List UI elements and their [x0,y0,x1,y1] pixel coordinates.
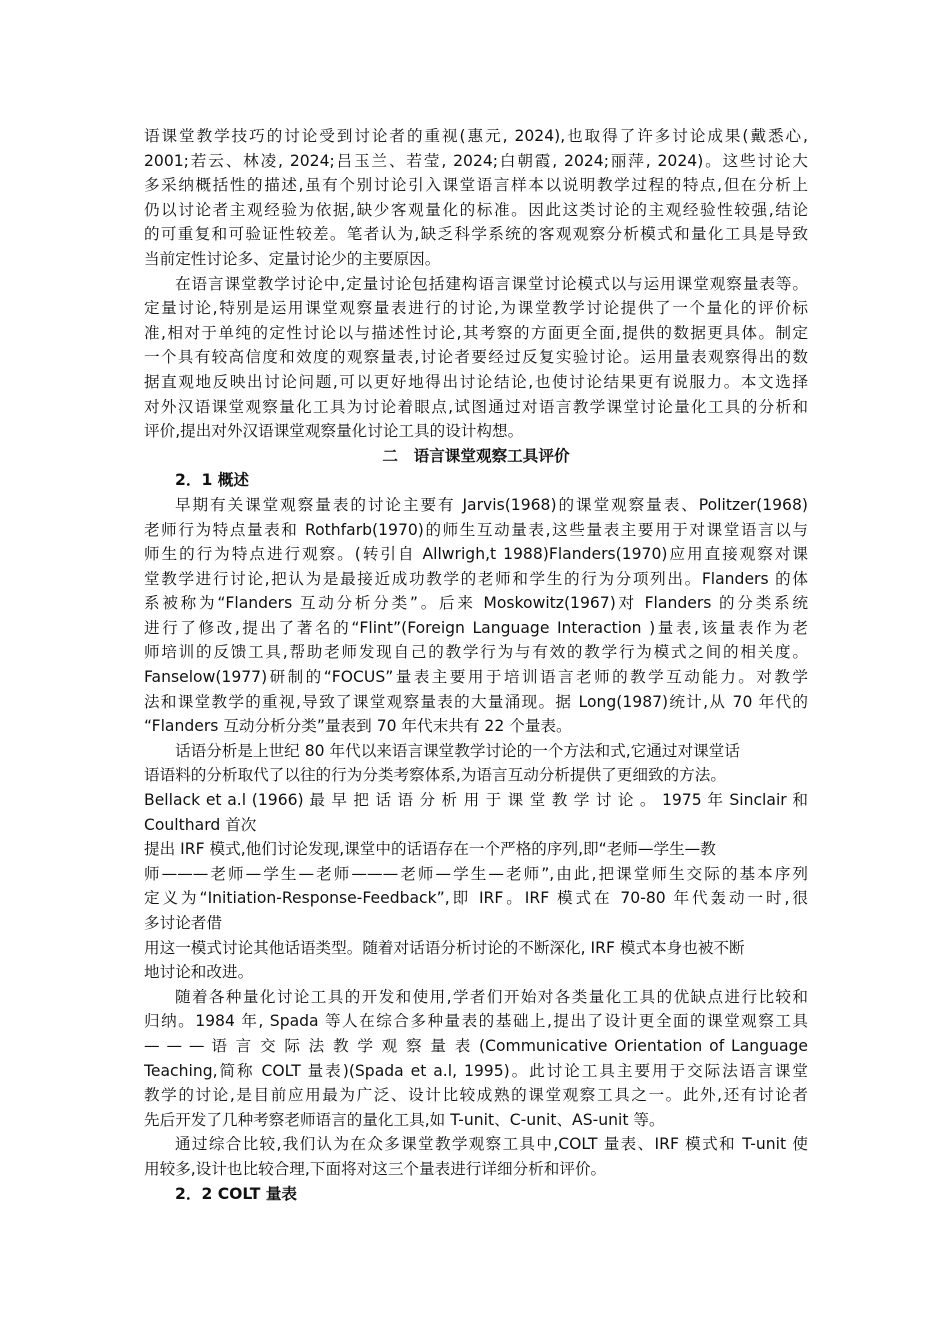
paragraph-first-line: 在语言课堂教学讨论中,定量讨论包括建构语言课堂讨论模式以与运用课堂观察量表等。 [175,274,808,293]
text-line: Fanselow(1977)研制的“FOCUS”量表主要用于培训语言老师的教学互动能力。对教学 [144,668,808,687]
document-page [144,124,808,1206]
text-line: 一个具有较高信度和效度的观察量表,讨论者要经过反复实验讨论。运用量表观察得出的数 [144,348,808,367]
text-line: 师———老师—学生—老师———老师—学生—老师”,由此,把课堂师生交际的基本序列 [144,864,808,883]
text-line: “Flanders 互动分析分类”量表到 70 年代末共有 22 个量表。 [144,717,572,736]
text-line: 堂教学进行讨论,把认为是最接近成功教学的老师和学生的行为分项列出。Flanders 的体 [144,569,808,588]
text-line: 先后开发了几种考察老师语言的量化工具,如 T-unit、C-unit、AS-unit 等。 [144,1110,665,1129]
text-line: 的可重复和可验证性较差。笔者认为,缺乏科学系统的客观观察分析模式和量化工具是导致 [144,225,808,244]
text-line: 评价,提出对外汉语课堂观察量化讨论工具的设计构想。 [144,422,524,441]
text-line: 语课堂教学技巧的讨论受到讨论者的重视(惠元, 2024),也取得了许多讨论成果(戴悉心, [144,127,808,145]
paragraph-first-line: 早期有关课堂观察量表的讨论主要有 Jarvis(1968)的课堂观察量表、Politzer(1968) [175,495,808,514]
text-line: 多讨论者借 [144,914,222,932]
text-line: 进行了修改,提出了著名的“Flint”(Foreign Language Interaction )量表,该量表作为老 [144,618,808,637]
subsection-heading: 2．1 概述 [175,471,249,490]
text-line: Coulthard 首次 [144,815,257,834]
paragraph-first-line: 随着各种量化讨论工具的开发和使用,学者们开始对各类量化工具的优缺点进行比较和 [175,987,808,1006]
text-line: 准,相对于单纯的定性讨论以与描述性讨论,其考察的方面更全面,提供的数据更具体。制定 [144,323,808,342]
text-line: 2001;若云、林凌, 2024;吕玉兰、若莹, 2024;白朝霞, 2024;丽萍, 2024)。这些讨论大 [144,151,808,170]
text-line: Teaching,简称 COLT 量表)(Spada et a.l, 1995)。此讨论工具主要用于交际法语言课堂 [144,1061,808,1080]
text-line: 地讨论和改进。 [144,963,254,982]
paragraph-first-line: 通过综合比较,我们认为在众多课堂教学观察工具中,COLT 量表、IRF 模式和 T-unit 使 [175,1135,808,1154]
text-line: 仍以讨论者主观经验为依据,缺少客观量化的标准。因此这类讨论的主观经验性较强,结论 [144,200,808,219]
text-line: 定量讨论,特别是运用课堂观察量表进行的讨论,为课堂教学讨论提供了一个量化的评价标 [144,299,808,318]
text-line: 用较多,设计也比较合理,下面将对这三个量表进行详细分析和评价。 [144,1159,607,1178]
text-line: 对外汉语课堂观察量化工具为讨论着眼点,试图通过对语言教学课堂讨论量化工具的分析和 [144,397,808,416]
text-line: 语语料的分析取代了以往的行为分类考察体系,为语言互动分析提供了更细致的方法。 [144,766,726,785]
text-line: — — — 语 言 交 际 法 教 学 观 察 量 表 (Communicative Orientation of Language [144,1036,808,1055]
text-line: Bellack et a.l (1966) 最 早 把 话 语 分 析 用 于 课 堂 教 学 讨 论 。 1975 年 Sinclair 和 [144,791,808,810]
text-line: 多采纳概括性的描述,虽有个别讨论引入课堂语言样本以说明教学过程的特点,但在分析上 [144,176,808,195]
paragraph-first-line: 话语分析是上世纪 80 年代以来语言课堂教学讨论的一个方法和式,它通过对课堂话 [175,741,740,760]
text-line: 定义为“Initiation-Response-Feedback”,即 IRF。IRF 模式在 70-80 年代轰动一时,很 [144,889,808,908]
text-line: 归纳。1984 年, Spada 等人在综合多种量表的基础上,提出了设计更全面的课堂观察工具 [144,1012,808,1031]
section-heading: 二 语言课堂观察工具评价 [382,446,570,465]
text-line: 系被称为“Flanders 互动分析分类”。后来 Moskowitz(1967)对 Flanders 的分类系统 [144,594,808,613]
text-line: 教学的讨论,是目前应用最为广泛、设计比较成熟的课堂观察工具之一。此外,还有讨论者 [144,1086,808,1105]
subsection-heading: 2．2 COLT 量表 [175,1184,298,1203]
text-line: 提出 IRF 模式,他们讨论发现,课堂中的话语存在一个严格的序列,即“老师—学生—教 [144,840,716,859]
text-line: 老师行为特点量表和 Rothfarb(1970)的师生互动量表,这些量表主要用于对课堂语言以与 [144,520,808,539]
text-line: 师培训的反馈工具,帮助老师发现自己的教学行为与有效的教学行为模式之间的相关度。 [144,643,808,662]
text-line: 法和课堂教学的重视,导致了课堂观察量表的大量涌现。据 Long(1987)统计,从 70 年代的 [144,692,808,711]
text-line: 师生的行为特点进行观察。(转引自 Allwrigh,t 1988)Flanders(1970)应用直接观察对课 [144,545,808,564]
text-line: 当前定性讨论多、定量讨论少的主要原因。 [144,249,441,268]
text-line: 据直观地反映出讨论问题,可以更好地得出讨论结论,也使讨论结果更有说服力。本文选择 [144,372,808,391]
text-line: 用这一模式讨论其他话语类型。随着对话语分析讨论的不断深化, IRF 模式本身也被不断 [144,938,745,957]
